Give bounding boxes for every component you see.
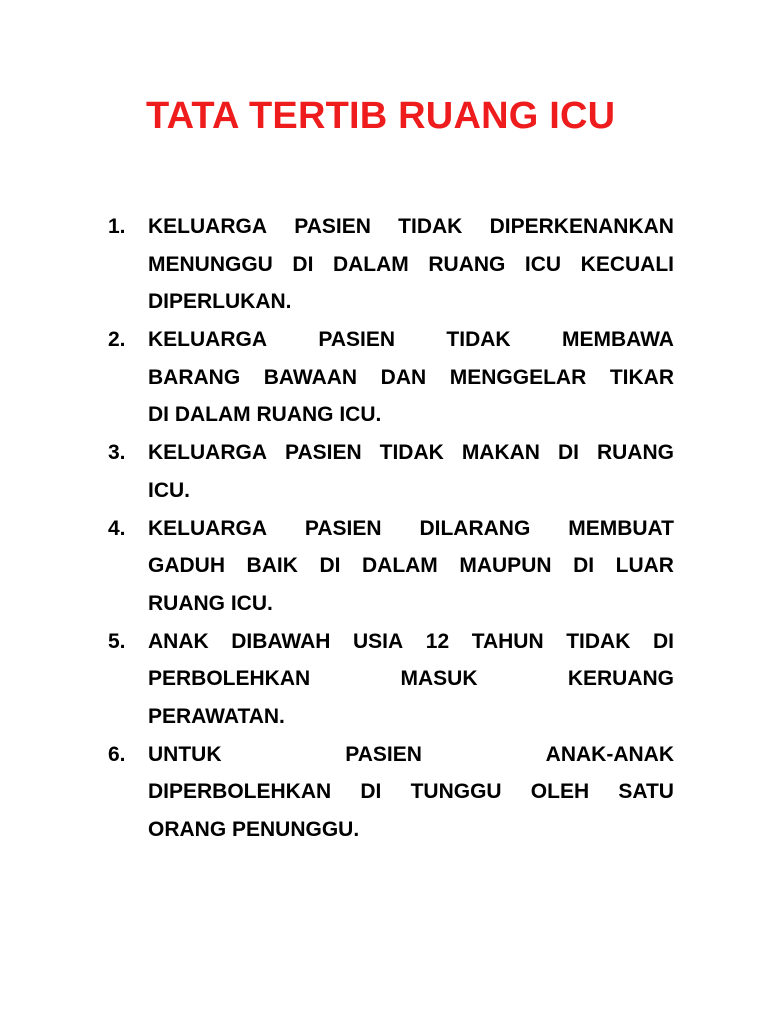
rule-text-line: KELUARGA PASIEN TIDAK MEMBAWA (148, 328, 674, 352)
rule-text-line: PERAWATAN. (148, 704, 285, 728)
rule-text-line: RUANG ICU. (148, 591, 273, 615)
document-title: TATA TERTIB RUANG ICU (146, 95, 616, 137)
rule-item (108, 510, 674, 623)
rule-number: 1. (108, 215, 126, 238)
rule-number: 6. (108, 742, 126, 766)
rule-text-line: BARANG BAWAAN DAN MENGGELAR TIKAR (148, 365, 674, 389)
rule-text-line: KELUARGA PASIEN DILARANG MEMBUAT (148, 516, 674, 540)
rule-number: 4. (108, 516, 126, 540)
rule-item (108, 623, 674, 736)
rule-number: 5. (108, 629, 126, 653)
rule-text-line: ORANG PENUNGGU. (148, 818, 360, 841)
rule-item (108, 736, 674, 849)
rule-text-line: GADUH BAIK DI DALAM MAUPUN DI LUAR (148, 554, 674, 578)
rule-number: 3. (108, 441, 126, 465)
rule-item (108, 434, 674, 509)
rule-text-line: UNTUK PASIEN ANAK-ANAK (148, 742, 674, 766)
rule-text-line: MENUNGGU DI DALAM RUANG ICU KECUALI (148, 252, 674, 276)
rule-text-line: DIPERBOLEHKAN DI TUNGGU OLEH SATU (148, 780, 674, 804)
rule-text-line: DIPERLUKAN. (148, 290, 292, 314)
rule-text-line: DI DALAM RUANG ICU. (148, 403, 382, 427)
rule-text-line: ICU. (148, 478, 190, 502)
rule-item (108, 321, 674, 434)
rule-text-line: PERBOLEHKAN MASUK KERUANG (148, 667, 674, 691)
rule-item (108, 208, 674, 321)
rule-number: 2. (108, 328, 126, 352)
rule-text-line: KELUARGA PASIEN TIDAK DIPERKENANKAN (148, 215, 674, 238)
rule-text-line: KELUARGA PASIEN TIDAK MAKAN DI RUANG (148, 441, 674, 465)
rules-list (108, 208, 674, 849)
rule-text-line: ANAK DIBAWAH USIA 12 TAHUN TIDAK DI (148, 629, 674, 653)
